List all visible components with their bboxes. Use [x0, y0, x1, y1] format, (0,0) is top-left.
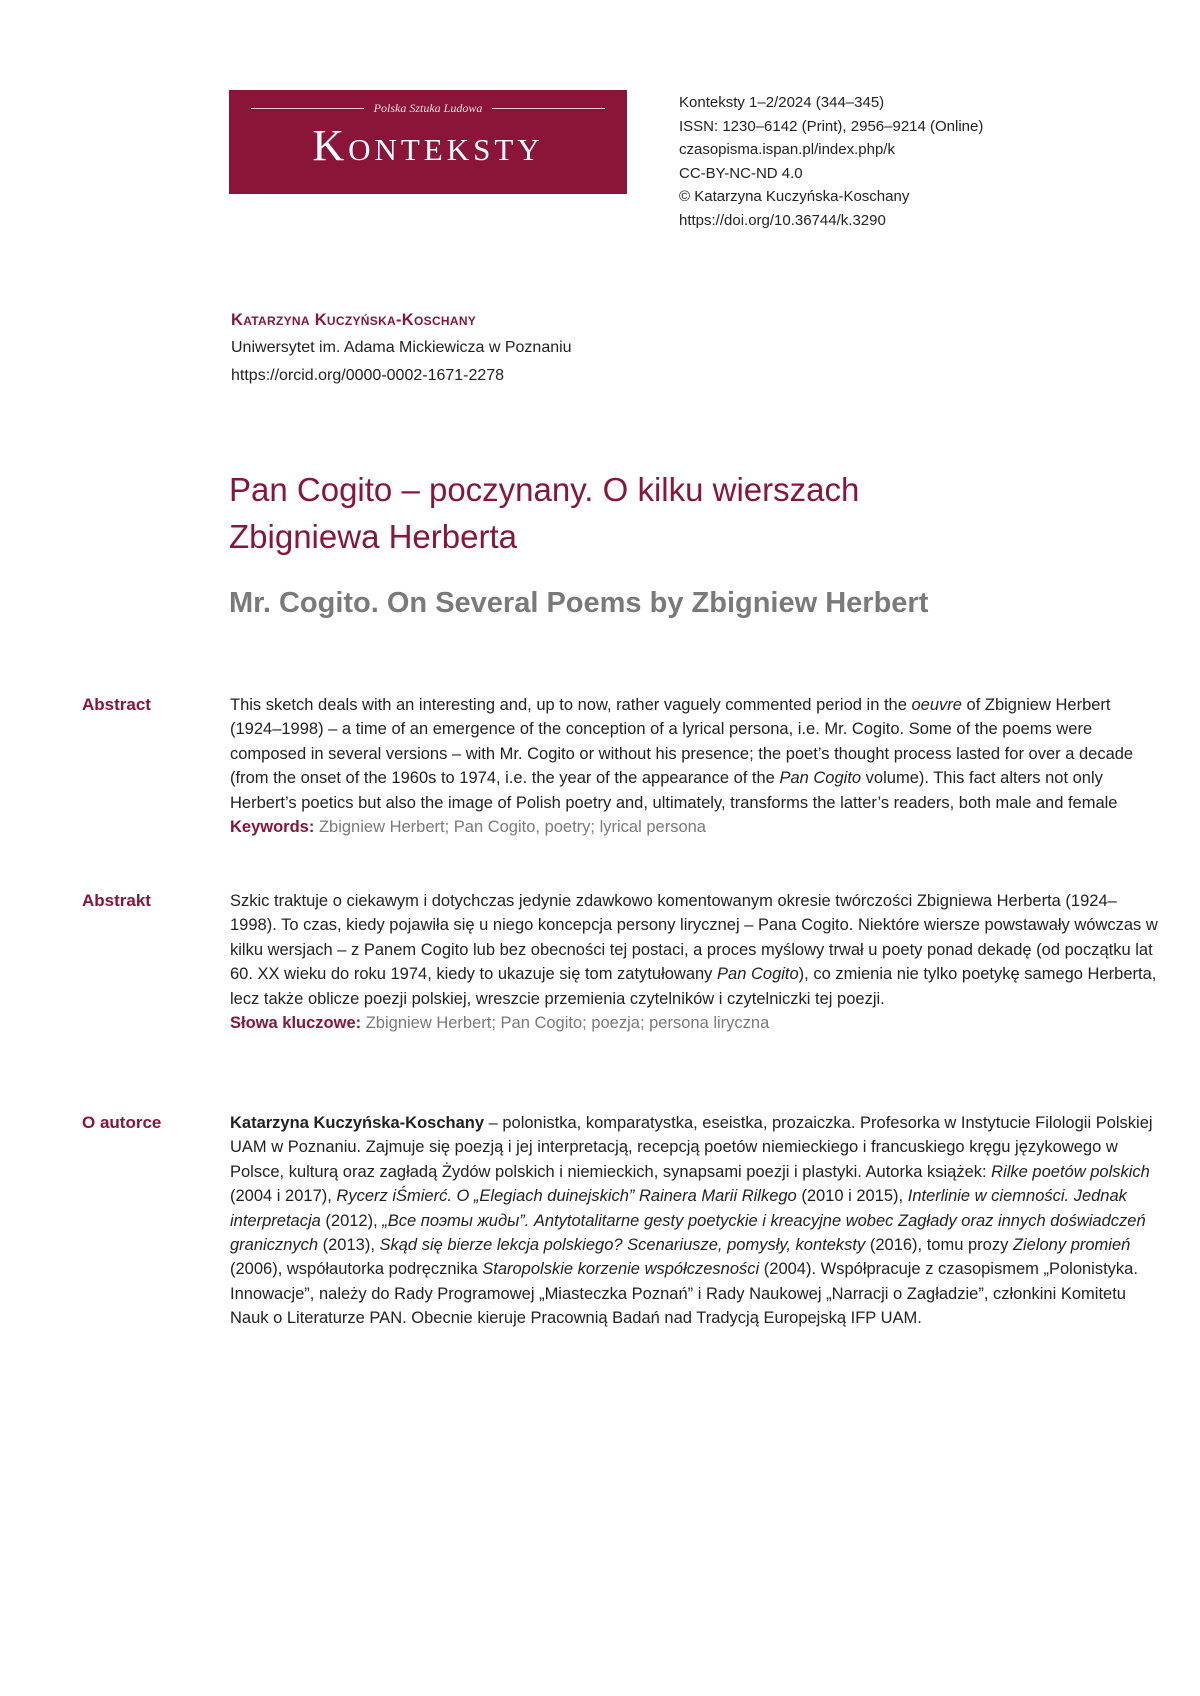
- author-orcid[interactable]: https://orcid.org/0000-0002-1671-2278: [231, 367, 505, 384]
- abstract-en-italic-1: oeuvre: [911, 696, 962, 714]
- bio-text-7: (2006), współautorka podręcznika: [230, 1260, 483, 1279]
- meta-url[interactable]: czasopisma.ispan.pl/index.php/k: [679, 141, 895, 158]
- author-name: Katarzyna Kuczyńska-Koschany: [231, 311, 477, 329]
- bio-text-8: (2004). Współpracuje z czasopismem „Polonistyka. Innowacje”, należy do Rady Programowej „Miasteczka Poznań” i Rady Naukowej „Narracji o Zagładzie”, członkini Komitetu Nauk o Literaturze PAN. Obecnie kieruje Pracownią Badań nad Tradycją Europejską IFP UAM.: [230, 1260, 1138, 1328]
- bio-book-5: Skąd się bierze lekcja polskiego? Scenariusze, pomysły, konteksty: [379, 1236, 866, 1255]
- meta-doi[interactable]: https://doi.org/10.36744/k.3290: [679, 211, 886, 229]
- abstract-pl-text-2: ), co zmienia nie tylko poetykę samego Herberta, lecz także oblicze poezji polskiej, wreszcie przemienia czytelników i czytelniczki tej poezji.: [230, 965, 1157, 1008]
- abstract-en-keywords: [230, 815, 1160, 839]
- abstract-pl-label: Abstrakt: [82, 891, 151, 910]
- bio-text-2: (2004 i 2017),: [230, 1187, 337, 1206]
- abstract-pl-keywords: [230, 1011, 1160, 1035]
- keywords-label: Keywords:: [230, 818, 315, 837]
- abstract-pl-italic-1: Pan Cogito: [717, 965, 799, 984]
- logo-subtitle: Polska Sztuka Ludowa: [373, 100, 483, 115]
- abstract-en-text-3: volume). This fact alters not only Herbert’s poetics but also the image of Polish poetry and, ultimately, transforms the latter’s readers, both male and female: [230, 769, 1118, 812]
- bio-book-2: Rycerz iŚmierć. O „Elegiach duinejskich” Rainera Marii Rilkego: [336, 1187, 797, 1206]
- bio-text-1: – polonistka, komparatystka, eseistka, prozaiczka. Profesorka w Instytucie Filologii Polskiej UAM w Poznaniu. Zajmuje się poezją i jej interpretacją, recepcją poetów niemieckiego i francuskiego kręgu językowego w Polsce, kulturą oraz zagładą Żydów polskich i niemieckich, synapsami poezji i plastyki. Autorka książek:: [230, 1114, 1153, 1181]
- logo-top-line: [251, 100, 605, 116]
- keywords-text: Zbigniew Herbert; Pan Cogito, poetry; lyrical persona: [318, 818, 706, 837]
- bio-book-4: „Все поэты жиды”. Antytotalitarne gesty poetyckie i kreacyjne wobec Zagłady oraz innych doświadczeń granicznych: [230, 1211, 1146, 1255]
- logo-name: Konteksty: [312, 121, 544, 170]
- author-block: [231, 306, 572, 390]
- meta-license: CC-BY-NC-ND 4.0: [679, 164, 803, 182]
- bio-text-5: (2013),: [318, 1236, 380, 1255]
- bio-book-7: Staropolskie korzenie współczesności: [482, 1260, 760, 1279]
- article-subtitle: Mr. Cogito. On Several Poems by Zbigniew Herbert: [229, 587, 929, 619]
- abstract-en-italic-2: Pan Cogito: [779, 769, 862, 788]
- title-line-2: Zbigniewa Herberta: [229, 518, 517, 555]
- bio-text-6: (2016), tomu prozy: [865, 1236, 1013, 1255]
- abstract-en-text-2: of Zbigniew Herbert (1924–1998) – a time of an emergence of the conception of a lyrical persona, i.e. Mr. Cogito. Some of the poems were composed in several versions – with Mr. Cogito or without his presence; the poet’s thought process lasted for over a decade (from the onset of the 1960s to 1974, i.e. the year of the appearance of the: [230, 696, 1134, 788]
- about-author-name: Katarzyna Kuczyńska-Koschany: [230, 1114, 485, 1132]
- abstract-en-label: Abstract: [82, 695, 151, 714]
- meta-copyright: © Katarzyna Kuczyńska-Koschany: [679, 188, 910, 205]
- abstract-en-text-1: This sketch deals with an interesting and, up to now, rather vaguely commented period in the: [230, 696, 912, 714]
- bio-text-4: (2012),: [320, 1211, 383, 1230]
- journal-logo: [229, 90, 627, 194]
- bio-book-6: Zielony promień: [1012, 1236, 1131, 1255]
- bio-text-3: (2010 i 2015),: [796, 1187, 908, 1206]
- meta-issn: ISSN: 1230–6142 (Print), 2956–9214 (Online): [679, 117, 984, 135]
- slowa-kluczowe-text: Zbigniew Herbert; Pan Cogito; poezja; persona liryczna: [365, 1014, 770, 1033]
- publication-metadata: [679, 91, 983, 232]
- slowa-kluczowe-label: Słowa kluczowe:: [230, 1014, 362, 1033]
- logo-rule-left: [251, 108, 364, 109]
- about-author-body: [230, 1111, 1160, 1331]
- title-line-1: Pan Cogito – poczynany. O kilku wierszach: [229, 471, 860, 508]
- bio-book-3: Interlinie w ciemności. Jednak interpretacja: [230, 1187, 1127, 1230]
- bio-book-1: Rilke poetów polskich: [991, 1162, 1150, 1181]
- meta-issue: Konteksty 1–2/2024 (344–345): [679, 94, 885, 111]
- logo-rule-right: [492, 108, 605, 109]
- abstract-pl-text-1: Szkic traktuje o ciekawym i dotychczas jedynie zdawkowo komentowanym okresie twórczości Zbigniewa Herberta (1924–1998). To czas, kiedy pojawiła się u niego koncepcja persony lirycznej – Pana Cogito. Niektóre wiersze powstawały wówczas w kilku wersjach – z Panem Cogito lub bez obecności tej postaci, a proces myślowy trwał u poety ponad dekadę (od początku lat 60. XX wieku do roku 1974, kiedy to ukazuje się tom zatytułowany: [230, 892, 1158, 984]
- abstract-pl-body: [230, 889, 1160, 1035]
- article-title: [229, 466, 989, 560]
- abstract-en-body: [230, 693, 1160, 839]
- author-affiliation: Uniwersytet im. Adama Mickiewicza w Poznaniu: [231, 339, 572, 356]
- about-author-label: O autorce: [82, 1113, 162, 1132]
